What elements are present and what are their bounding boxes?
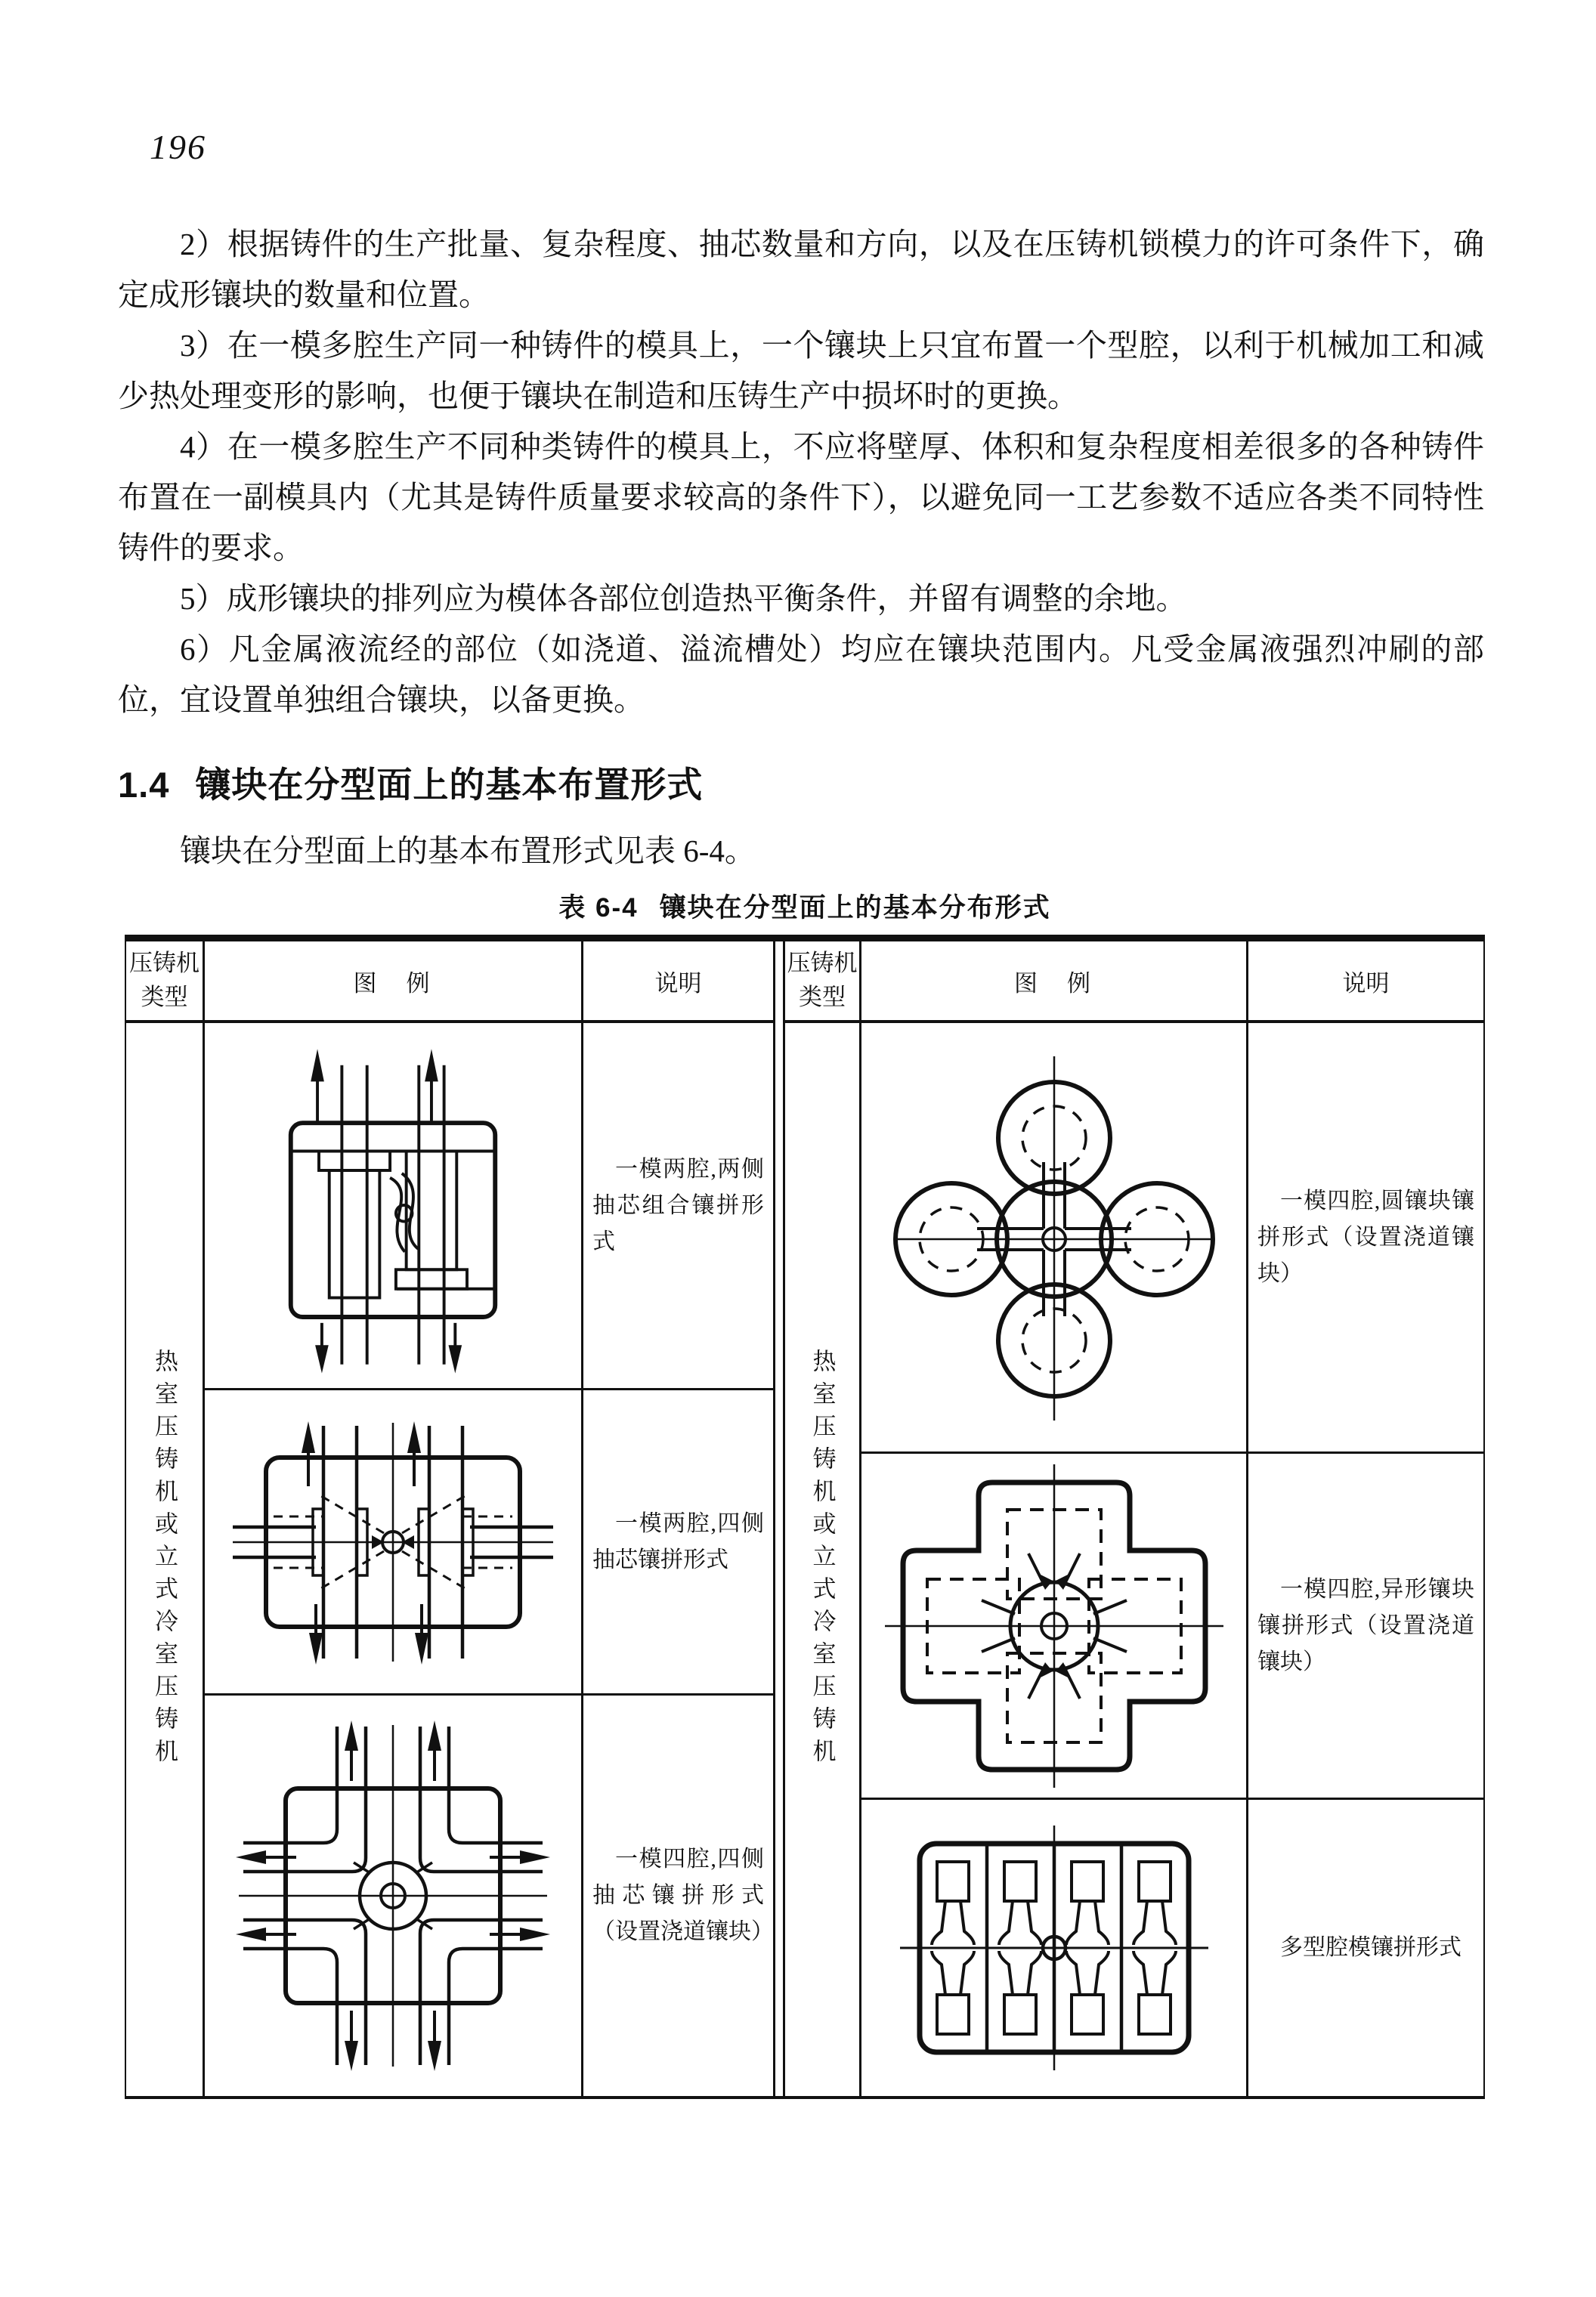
body-paragraphs	[118, 219, 1484, 725]
section-title: 镶块在分型面上的基本布置形式	[195, 765, 704, 805]
table-caption-title: 镶块在分型面上的基本分布形式	[659, 893, 1051, 923]
center-double-rule-gap	[775, 941, 783, 2096]
paragraph-5: 5）成形镶块的排列应为模体各部位创造热平衡条件，并留有调整的余地。	[180, 581, 1187, 616]
table-caption	[125, 887, 1485, 925]
figure-cell	[205, 1023, 583, 1390]
header-machine-type-left: 压铸机类型	[126, 941, 205, 1023]
layout-table	[125, 935, 1485, 2099]
header-figure-left: 图 例	[205, 941, 583, 1023]
diagram-four-cavity-round-inserts-runner-insert	[888, 1049, 1220, 1427]
table-right-half	[783, 941, 1483, 2096]
diagram-multi-cavity-mold-inserts	[895, 1819, 1213, 2076]
header-description-left: 说明	[583, 941, 773, 1023]
diagram-four-cavity-four-side-core-pull-runner-insert	[227, 1714, 559, 2077]
description-cell: 一模两腔,两侧抽芯组合镶拼形式	[583, 1023, 773, 1390]
page-number: 196	[150, 128, 206, 166]
machine-type-cell-right: 热室压铸机或立式冷室压铸机	[785, 1023, 861, 2096]
figure-cell	[205, 1696, 583, 2096]
paragraph-6: 6）凡金属液流经的部位（如浇道、溢流槽处）均应在镶块范围内。凡受金属液强烈冲刷的部位，宜设置单独组合镶块，以备更换。	[118, 632, 1484, 717]
description-cell: 多型腔模镶拼形式	[1280, 1935, 1461, 1960]
header-figure-right: 图 例	[861, 941, 1248, 1023]
header-machine-type-right: 压铸机类型	[785, 941, 861, 1023]
header-description-right: 说明	[1248, 941, 1483, 1023]
figure-cell	[861, 1023, 1248, 1454]
figure-cell	[861, 1454, 1248, 1800]
diagram-two-cavity-four-side-core-pull	[227, 1414, 559, 1671]
description-cell: 一模四腔,异形镶块镶拼形式（设置浇道镶块）	[1248, 1454, 1483, 1800]
table-caption-label: 表 6-4	[558, 893, 639, 923]
section-heading	[118, 757, 703, 808]
machine-type-cell-left: 热室压铸机或立式冷室压铸机	[126, 1023, 205, 2096]
table-left-half	[126, 941, 775, 2096]
paragraph-3: 3）在一模多腔生产同一种铸件的模具上，一个镶块上只宜布置一个型腔，以利于机械加工和减少热处理变形的影响，也便于镶块在制造和压铸生产中损坏时的更换。	[118, 328, 1484, 413]
diagram-four-cavity-shaped-inserts-runner-insert	[880, 1460, 1228, 1792]
intro-sentence: 镶块在分型面上的基本布置形式见表 6-4。	[180, 833, 756, 868]
description-cell: 一模四腔,四侧抽芯镶拼形式（设置浇道镶块）	[592, 1847, 774, 1944]
figure-cell	[205, 1390, 583, 1696]
paragraph-4: 4）在一模多腔生产不同种类铸件的模具上，不应将壁厚、体积和复杂程度相差很多的各种铸件布置在一副模具内（尤其是铸件质量要求较高的条件下），以避免同一工艺参数不适应各类不同特性铸件的要求。	[118, 429, 1484, 565]
description-cell: 一模四腔,圆镶块镶拼形式（设置浇道镶块）	[1248, 1023, 1483, 1454]
diagram-two-cavity-two-side-core-pull	[245, 1035, 541, 1377]
description-cell: 一模两腔,四侧抽芯镶拼形式	[583, 1390, 773, 1696]
section-number: 1.4	[118, 765, 170, 805]
paragraph-2: 2）根据铸件的生产批量、复杂程度、抽芯数量和方向，以及在压铸机锁模力的许可条件下，确定成形镶块的数量和位置。	[118, 227, 1484, 312]
figure-cell	[861, 1800, 1248, 2096]
